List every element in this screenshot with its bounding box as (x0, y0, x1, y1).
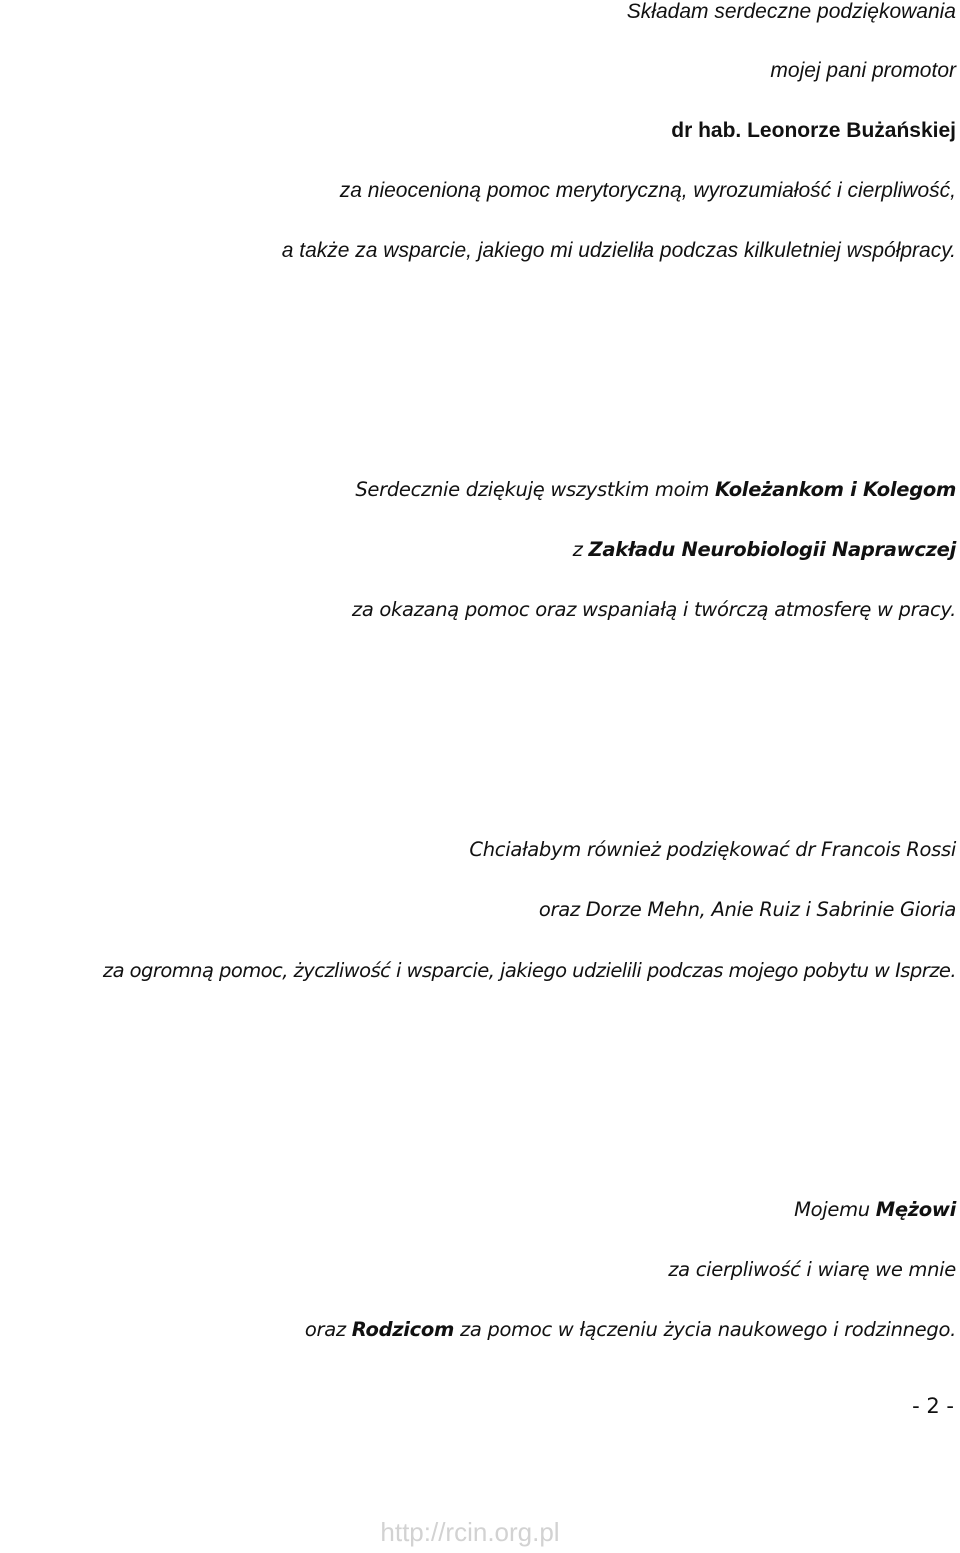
family-line-3 (305, 1320, 956, 1340)
parents-bold: Rodzicom (351, 1318, 455, 1341)
colleagues-bold: Koleżankom i Kolegom (714, 478, 956, 501)
thanks-heading: Składam serdeczne podziękowania (626, 0, 956, 23)
promotor-name: dr hab. Leonorze Bużańskiej (671, 119, 956, 142)
thanks-promotor: mojej pani promotor (770, 59, 956, 82)
parents-suffix: za pomoc w łączeniu życia naukowego i rodzinnego. (454, 1318, 956, 1341)
thanks-line-5: a także za wsparcie, jakiego mi udzieliła podczas kilkuletniej współpracy. (281, 239, 956, 262)
family-line-2: za cierpliwość i wiarę we mnie (668, 1258, 956, 1281)
parents-prefix: oraz (304, 1318, 352, 1341)
colleagues-line-3: za okazaną pomoc oraz wspaniałą i twórczą atmosferę w pracy. (351, 598, 956, 621)
page-number: - 2 - (912, 1394, 954, 1418)
ispra-line-1: Chciałabym również podziękować dr Francois Rossi (469, 838, 956, 861)
colleagues-text: Serdecznie dziękuję wszystkim moim (355, 478, 715, 501)
thanks-line-4: za nieocenioną pomoc merytoryczną, wyrozumiałość i cierpliwość, (339, 179, 956, 202)
husband-prefix: Mojemu (794, 1198, 876, 1221)
ispra-line-2: oraz Dorze Mehn, Anie Ruiz i Sabrinie Gioria (538, 898, 956, 921)
watermark (0, 1519, 960, 1545)
colleagues-line-2 (573, 540, 956, 560)
husband-bold: Mężowi (875, 1198, 956, 1221)
department-prefix: z (572, 538, 589, 561)
department-name: Zakładu Neurobiologii Naprawczej (588, 538, 956, 561)
watermark-text: http://rcin.org.pl (380, 1517, 560, 1547)
family-line-1 (794, 1200, 956, 1220)
ispra-line-3: za ogromną pomoc, życzliwość i wsparcie, jakiego udzielili podczas mojego pobytu w Isprze. (102, 959, 956, 982)
colleagues-line-1 (355, 480, 956, 500)
